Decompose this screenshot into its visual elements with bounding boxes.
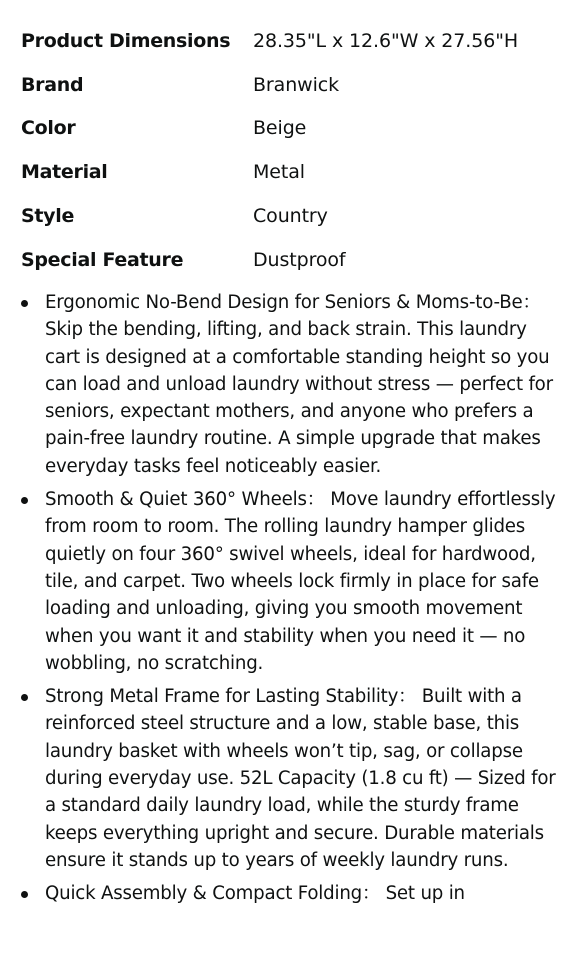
spec-label: Style bbox=[21, 205, 75, 228]
bullet-dot-icon bbox=[21, 300, 28, 307]
feature-bullet bbox=[0, 683, 574, 874]
spec-row-style bbox=[21, 194, 561, 238]
spec-label: Brand bbox=[21, 73, 84, 96]
spec-row-material bbox=[21, 150, 561, 194]
spec-row-color bbox=[21, 107, 561, 151]
feature-bullet-text: Quick Assembly & Compact Folding： Set up in bbox=[45, 883, 465, 905]
spec-row-dimensions bbox=[21, 19, 561, 63]
spec-label: Special Feature bbox=[21, 248, 184, 271]
feature-bullet-text: Ergonomic No-Bend Design for Seniors & Moms-to-Be： Skip the bending, lifting, and back strain. This laundry cart is designed at a comfortable standing height so you can load and unload laundry without stress — perfect for seniors, expectant mothers, and anyone who prefers a pain-free laundry routine. A simple upgrade that makes everyday tasks feel noticeably easier. bbox=[45, 292, 553, 477]
bullet-dot-icon bbox=[21, 694, 28, 701]
product-specs-table bbox=[21, 19, 561, 282]
spec-value: Metal bbox=[253, 161, 305, 184]
bullet-dot-icon bbox=[21, 497, 28, 504]
spec-label: Color bbox=[21, 117, 76, 140]
spec-row-brand bbox=[21, 63, 561, 107]
feature-bullet-text: Strong Metal Frame for Lasting Stability： Built with a reinforced steel structure and a low, stable base, this laundry basket with wheels won’t tip, sag, or collapse during everyday use. 52L Capacity (1.8 cu ft) — Sized for a standard daily laundry load, while the sturdy frame keeps everything upright and secure. Durable materials ensure it stands up to years of weekly laundry runs. bbox=[45, 686, 556, 871]
spec-label: Product Dimensions bbox=[21, 29, 231, 52]
feature-bullet bbox=[0, 880, 574, 907]
feature-bullet bbox=[0, 289, 574, 480]
spec-value: Branwick bbox=[253, 73, 339, 96]
bullet-dot-icon bbox=[21, 891, 28, 898]
spec-row-special-feature bbox=[21, 238, 561, 282]
feature-bullet-list bbox=[0, 289, 574, 914]
spec-value: 28.35"L x 12.6"W x 27.56"H bbox=[253, 29, 519, 52]
feature-bullet bbox=[0, 486, 574, 677]
spec-value: Country bbox=[253, 205, 328, 228]
spec-value: Dustproof bbox=[253, 248, 346, 271]
spec-value: Beige bbox=[253, 117, 307, 140]
spec-label: Material bbox=[21, 161, 108, 184]
feature-bullet-text: Smooth & Quiet 360° Wheels： Move laundry effortlessly from room to room. The rolling laundry hamper glides quietly on four 360° swivel wheels, ideal for hardwood, tile, and carpet. Two wheels lock firmly in place for safe loading and unloading, giving you smooth movement when you want it and stability when you need it — no wobbling, no scratching. bbox=[45, 489, 556, 674]
